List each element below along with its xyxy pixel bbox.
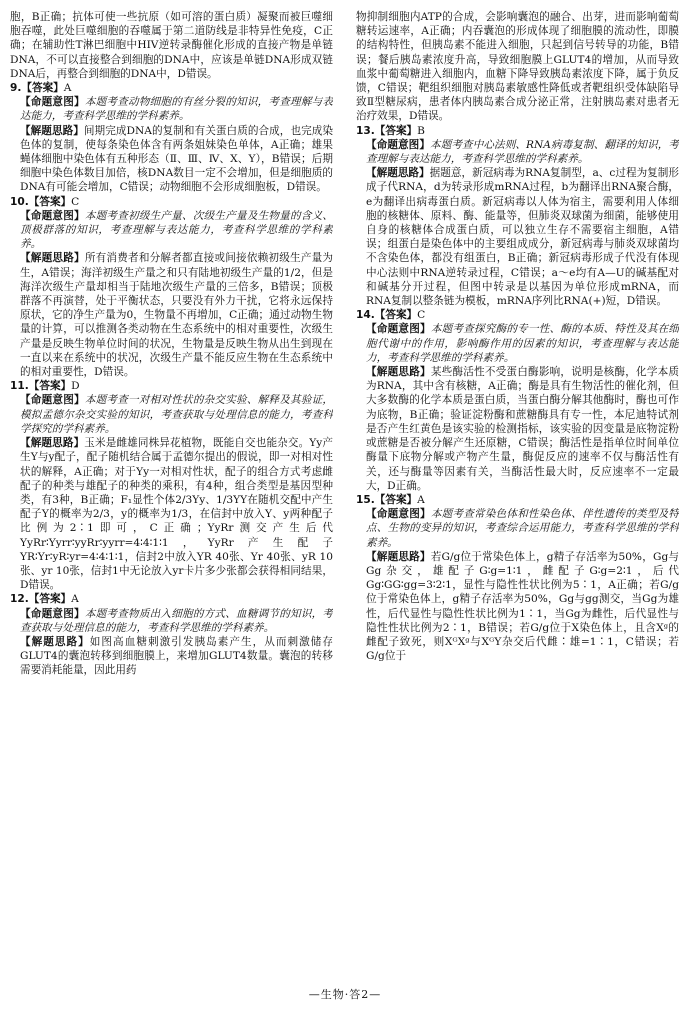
- answer-tag: 【答案】: [374, 309, 418, 322]
- intent-tag: 【命题意图】: [366, 323, 431, 336]
- answer-tag: 【答案】: [21, 82, 64, 95]
- left-column: [10, 10, 333, 975]
- intent-tag: 【命题意图】: [20, 96, 85, 109]
- answer-line: [356, 308, 679, 322]
- intent-text: 本题考查初级生产量、次级生产量及生物量的含义、顶极群落的知识，考查理解与表达能力，考查科学思维的学科素养。: [20, 209, 333, 251]
- intent-tag: 【命题意图】: [366, 508, 431, 521]
- intent-tag: 【命题意图】: [20, 394, 85, 407]
- intent-text: 本题考查物质出入细胞的方式、血糖调节的知识，考查获取与处理信息的能力，考查科学思维的学科素养。: [20, 607, 333, 634]
- answer-tag: 【答案】: [28, 380, 72, 393]
- intent-text: 本题考查一对相对性状的杂交实验、解释及其验证，模拟孟德尔杂交实验的知识，考查获取与处理信息的能力，考查科学探究的学科素养。: [20, 394, 333, 435]
- question-number: 10.: [10, 195, 29, 208]
- analysis-tag: 【解题思路】: [20, 252, 85, 265]
- intent-block: [10, 607, 333, 635]
- analysis-block: [356, 550, 679, 664]
- answer-value: C: [417, 309, 426, 322]
- intent-text: 本题考查常染色体和性染色体、伴性遗传的类型及特点、生物的变异的知识，考查综合运用能力，考查科学思维的学科素养。: [366, 508, 679, 549]
- question-11: [10, 379, 333, 592]
- intent-text: 本题考查动物细胞的有丝分裂的知识，考查理解与表达能力，考查科学思维的学科素养。: [20, 96, 333, 123]
- answer-value: A: [63, 82, 72, 95]
- intent-block: [10, 393, 333, 436]
- intent-tag: 【命题意图】: [20, 607, 85, 620]
- analysis-text: 某些酶活性不受蛋白酶影响，说明是核酶，化学本质为RNA，其中含有核糖，A正确；酶是具有生物活性的催化剂，但大多数酶的化学本质是蛋白质，当蛋白酶分解其他酶时，酶也可作为底物，B正确；验证淀粉酶和蔗糖酶具有专一性，本尼迪特试剂是否产生红黄色是该实验的检测指标，该实验的因变量是底物淀粉或蔗糖是否被分解产生还原糖，C错误；酶活性是指单位时间单位酶量下底物分解或产物产生量，酶促反应的速率不仅与酶活性有关，还与酶量等因素有关，当酶活性最大时，反应速率不一定最大，D正确。: [366, 366, 679, 492]
- answer-tag: 【答案】: [374, 124, 418, 137]
- question-13: [356, 124, 679, 309]
- answer-value: C: [71, 195, 80, 208]
- answer-line: [356, 124, 679, 138]
- answer-tag: 【答案】: [28, 593, 72, 606]
- answer-value: A: [71, 593, 79, 606]
- analysis-tag: 【解题思路】: [20, 437, 85, 450]
- continued-paragraph: 胞，B正确；抗体可使一些抗原（如可溶的蛋白质）凝聚而被巨噬细胞吞噬，此处巨噬细胞的吞噬属于第二道防线是非特异性免疫，C正确；在辅助性T淋巴细胞中HIV逆转录酶催化形成的直接产物是单链DNA，不可以直接整合到细胞的DNA中，应该是单链DNA形成双链DNA后，再整合到细胞的DNA中，D错误。: [10, 11, 333, 80]
- analysis-tag: 【解题思路】: [366, 167, 430, 180]
- analysis-tag: 【解题思路】: [20, 124, 84, 137]
- intent-text: 本题考查探究酶的专一性、酶的本质、特性及其在细胞代谢中的作用，影响酶作用的因素的知识，考查理解与表达能力，考查科学思维的学科素养。: [366, 323, 679, 364]
- analysis-tag: 【解题思路】: [20, 635, 90, 648]
- question-9: [10, 81, 333, 195]
- answer-tag: 【答案】: [28, 195, 72, 208]
- analysis-tag: 【解题思路】: [366, 550, 431, 563]
- analysis-block: [10, 635, 333, 678]
- answer-line: [356, 493, 679, 507]
- intent-tag: 【命题意图】: [366, 138, 431, 151]
- question-number: 11.: [10, 380, 29, 393]
- question-number: 15.: [356, 493, 375, 506]
- answer-value: A: [417, 493, 425, 506]
- answer-line: [10, 592, 333, 606]
- intent-block: [10, 95, 333, 123]
- analysis-tag: 【解题思路】: [366, 366, 431, 379]
- analysis-block: [10, 436, 333, 592]
- question-number: 9.: [10, 82, 22, 95]
- analysis-text: 据题意，新冠病毒为RNA复制型，a、c过程为复制形成子代RNA，d为转录形成mRNA过程，b为翻译出RNA聚合酶，e为翻译出病毒蛋白质。新冠病毒以人体为宿主，需要利用人体细胞的核糖体、原料、酶、能量等，但肺炎双球菌为细菌，能够使用自身的核糖体合成蛋白质，可以独立生存不需要宿主细胞，A错误；组蛋白是染色体中的主要组成成分，新冠病毒与肺炎双球菌均不含染色体，都没有组蛋白，B正确；新冠病毒形成子代没有体现中心法则中RNA逆转录过程，C错误；a～e均有A—U的碱基配对和碱基分开过程，但图中转录是以基因为单位形成mRNA，而RNA复制以整条链为模板，mRNA序列比RNA(+)短，D错误。: [366, 167, 679, 308]
- question-12: [10, 592, 333, 677]
- analysis-text: 玉米是雌雄同株异花植物，既能自交也能杂交。Yy产生Y与y配子，配子随机结合属于孟德尔提出的假说，即一对相对性状的解释，A正确；对于Yy一对相对性状，配子的组合方式考虑雌配子的种类与雄配子的种类的乘积，有4种，组合类型是基因型种类，有3种，B正确；F₁显性个体2/3Yy、1/3YY在随机交配中产生配子Y的概率为2/3，y的概率为1/3，在信封中放入Y、y两种配子比例为2∶1即可，C正确；YyRr测交产生后代YyRr∶Yyrr∶yyRr∶yyrr=4∶4∶1∶1，YyRr产生配子YR∶Yr∶yR∶yr=4∶4∶1∶1，信封2中放入YR 40张、Yr 40张、yR 10张、yr 10张，信封1中无论放入yr卡片多少张都会获得相同结果，D错误。: [20, 437, 333, 592]
- analysis-block: [10, 124, 333, 195]
- analysis-block: [10, 251, 333, 379]
- answer-line: [10, 379, 333, 393]
- intent-block: [10, 209, 333, 252]
- analysis-text: 所有消费者和分解者都直接或间接依赖初级生产量为生，A错误；海洋初级生产量之和只有陆地初级生产量的1/2，但是海洋次级生产量却相当于陆地次级生产量的三倍多，B错误；顶极群落不再演替，处于平衡状态，只要没有外力干扰，它将永远保持原状，它的净生产量为0，生物量不再增加，C正确；通过动物生物量的计算，可以推测各类动物在生态系统中的相对重要性，次级生产量是反映生物单位时间的状况，生物量是反映生物从出生到现在一直以来在系统中的状况，次级生产量不能反应生物在生态系统中的相对重要性，D错误。: [20, 252, 333, 379]
- analysis-text: 若G/g位于常染色体上，g精子存活率为50%，Gg与Gg杂交，雄配子G∶g=1∶1，雌配子G∶g=2∶1，后代Gg∶GG∶gg=3∶2∶1，显性与隐性性状比例为5∶1，A正确；若G/g位于常染色体上，g精子存活率为50%，Gg与gg测交，当Gg为雄性，后代显性与隐性性状比例为1∶1，当Gg为雌性，后代显性与隐性性状比例为2∶1，B错误；若G/g位于X染色体上，且含Xᵍ的雌配子致死，则XᴳXᵍ与XᴳY杂交后代雌∶雄=1∶1，C错误；若G/g位于: [366, 550, 679, 663]
- question-10: [10, 195, 333, 380]
- intent-block: [356, 138, 679, 166]
- continued-paragraph: 物抑制细胞内ATP的合成，会影响囊泡的融合、出芽，进而影响葡萄糖转运速率，A正确；内吞囊泡的形成体现了细胞膜的流动性，即膜的结构特性，但胰岛素不能进入细胞，只起到信号转导的功能，B错误；餐后胰岛素浓度升高，导致细胞膜上GLUT4的增加，从而导致血浆中葡萄糖进入细胞内，血糖下降导致胰岛素浓度下降，属于负反馈，C错误；靶组织细胞对胰岛素敏感性降低或者靶组织受体缺陷导致Ⅱ型糖尿病，患者体内胰岛素合成分泌正常，注射胰岛素对患者无治疗效果，D错误。: [356, 11, 679, 123]
- question-number: 13.: [356, 124, 375, 137]
- answer-tag: 【答案】: [374, 493, 418, 506]
- intent-block: [356, 322, 679, 365]
- intent-text: 本题考查中心法则、RNA病毒复制、翻译的知识，考查理解与表达能力，考查科学思维的学科素养。: [366, 138, 679, 166]
- page-footer: —生物·答2—: [308, 988, 382, 1001]
- answer-line: [10, 81, 333, 95]
- analysis-block: [356, 166, 679, 308]
- answer-value: D: [71, 380, 80, 393]
- question-14: [356, 308, 679, 493]
- answer-value: B: [417, 124, 425, 137]
- intent-tag: 【命题意图】: [20, 209, 85, 222]
- analysis-block: [356, 365, 679, 493]
- right-column: [356, 10, 679, 975]
- question-15: [356, 493, 679, 663]
- analysis-text: 间期完成DNA的复制和有关蛋白质的合成，也完成染色体的复制，使每条染色体含有两条姐妹染色单体，A正确；雄果蝇体细胞中染色体有五种形态（Ⅱ、Ⅲ、Ⅳ、X、Y），B错误；后期细胞中染色体数目加倍，核DNA数目一定不会增加，但是细胞质的DNA有可能会增加，C错误；动物细胞不会形成细胞板，D错误。: [20, 124, 333, 194]
- question-number: 12.: [10, 593, 29, 606]
- question-number: 14.: [356, 309, 375, 322]
- intent-block: [356, 507, 679, 550]
- analysis-text: 如图高血糖刺激引发胰岛素产生，从而刺激储存GLUT4的囊泡转移到细胞膜上，来增加GLUT4数量。囊泡的转移需要消耗能量，因此用药: [20, 635, 333, 677]
- answer-line: [10, 195, 333, 209]
